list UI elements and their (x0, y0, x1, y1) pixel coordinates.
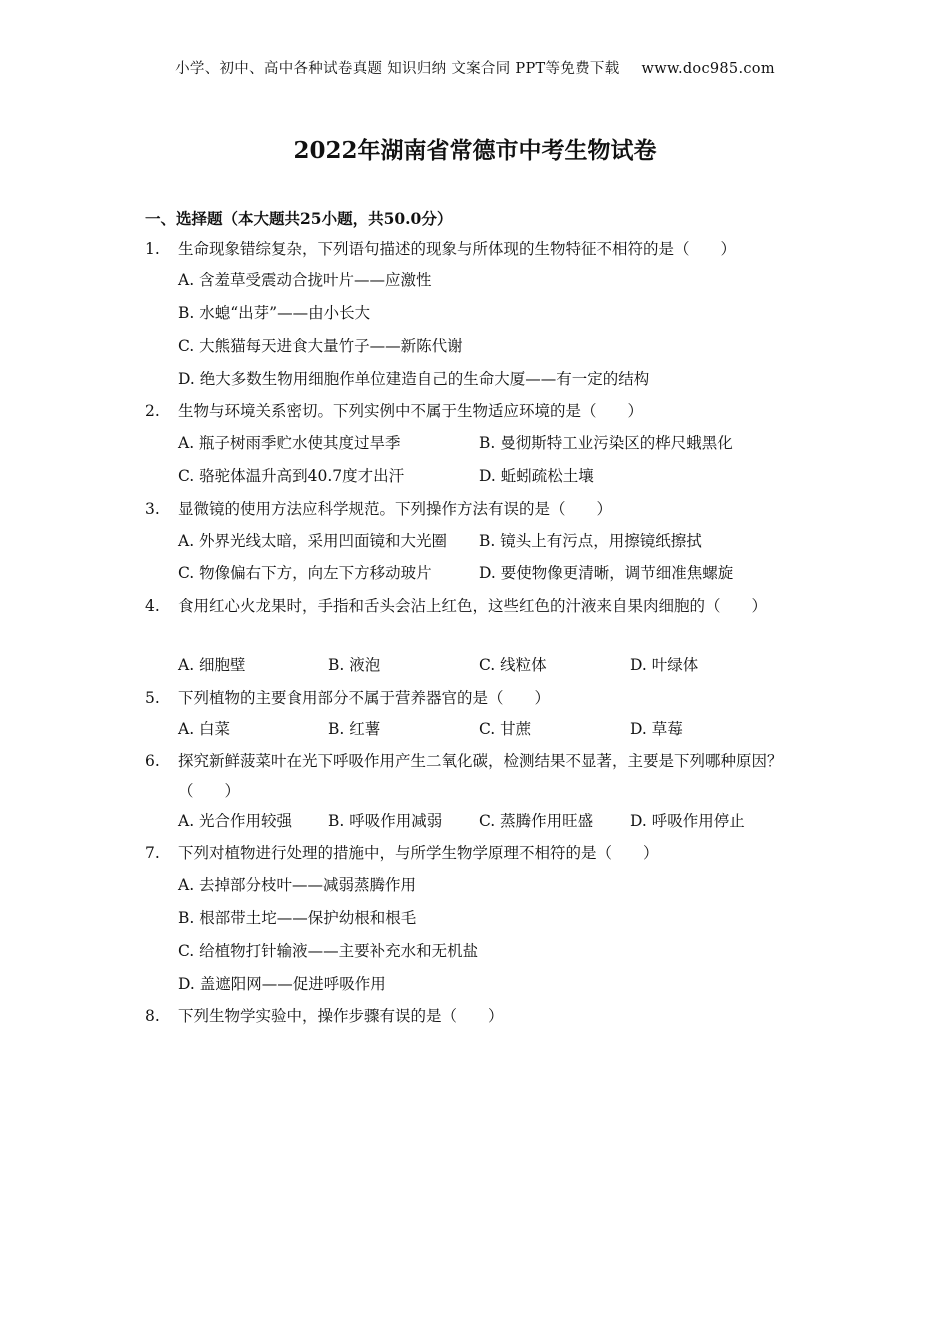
option-b: B. 水螅“出芽”——由小长大 (178, 304, 371, 322)
option-b: B. 呼吸作用减弱 (328, 812, 443, 830)
option-c: C. 线粒体 (479, 656, 547, 674)
option-b: B. 曼彻斯特工业污染区的桦尺蛾黑化 (479, 434, 733, 452)
option-c: C. 蒸腾作用旺盛 (479, 812, 594, 830)
question-number: 6. (145, 752, 160, 770)
page-title: 2022年湖南省常德市中考生物试卷 (293, 137, 657, 164)
option-c: C. 物像偏右下方，向左下方移动玻片 (178, 564, 432, 582)
question-7 (145, 838, 805, 868)
section-heading: 一、选择题（本大题共25小题，共50.0分） (145, 209, 453, 228)
question-number: 2. (145, 402, 160, 420)
option-d: D. 草莓 (630, 720, 683, 738)
option-a: A. 光合作用较强 (178, 812, 293, 830)
question-number: 4. (145, 597, 160, 615)
option-d: D. 盖遮阳网——促进呼吸作用 (178, 975, 386, 993)
question-2 (145, 396, 805, 426)
question-number: 5. (145, 689, 160, 707)
question-number: 8. (145, 1007, 160, 1025)
option-d: D. 绝大多数生物用细胞作单位建造自己的生命大厦——有一定的结构 (178, 370, 650, 388)
option-c: C. 给植物打针输液——主要补充水和无机盐 (178, 942, 479, 960)
question-5 (145, 683, 805, 713)
option-a: A. 白菜 (178, 720, 231, 738)
option-a: A. 外界光线太暗，采用凹面镜和大光圈 (178, 532, 448, 550)
question-stem: 下列植物的主要食用部分不属于营养器官的是（ ） (178, 689, 551, 707)
question-8 (145, 1001, 805, 1031)
question-stem: 食用红心火龙果时，手指和舌头会沾上红色，这些红色的汁液来自果肉细胞的（ ） (178, 597, 768, 615)
option-a: A. 含羞草受震动合拢叶片——应激性 (178, 271, 432, 289)
question-stem: 下列对植物进行处理的措施中，与所学生物学原理不相符的是（ ） (178, 844, 659, 862)
question-number: 3. (145, 500, 160, 518)
question-stem: 探究新鲜菠菜叶在光下呼吸作用产生二氧化碳，检测结果不显著，主要是下列哪种原因？（ ） (178, 752, 783, 800)
question-stem: 下列生物学实验中，操作步骤有误的是（ ） (178, 1007, 504, 1025)
option-a: A. 瓶子树雨季贮水使其度过旱季 (178, 434, 401, 452)
option-c: C. 骆驼体温升高到40.7度才出汗 (178, 467, 405, 485)
question-stem: 生命现象错综复杂，下列语句描述的现象与所体现的生物特征不相符的是（ ） (178, 240, 737, 258)
question-stem: 生物与环境关系密切。下列实例中不属于生物适应环境的是（ ） (178, 402, 644, 420)
option-b: B. 液泡 (328, 656, 381, 674)
question-number: 7. (145, 844, 160, 862)
option-c: C. 甘蔗 (479, 720, 532, 738)
option-d: D. 呼吸作用停止 (630, 812, 745, 830)
page-header (0, 57, 950, 78)
option-d: D. 要使物像更清晰，调节细准焦螺旋 (479, 564, 734, 582)
question-number: 1. (145, 240, 160, 258)
option-b: B. 镜头上有污点，用擦镜纸擦拭 (479, 532, 702, 550)
option-d: D. 蚯蚓疏松土壤 (479, 467, 594, 485)
header-site-link[interactable]: www.doc985.com (641, 61, 775, 77)
option-b: B. 红薯 (328, 720, 381, 738)
option-c: C. 大熊猫每天进食大量竹子——新陈代谢 (178, 337, 463, 355)
question-3 (145, 494, 805, 524)
option-a: A. 去掉部分枝叶——减弱蒸腾作用 (178, 876, 417, 894)
question-1 (145, 234, 805, 264)
option-b: B. 根部带土坨——保护幼根和根毛 (178, 909, 417, 927)
question-6 (145, 746, 805, 806)
question-stem: 显微镜的使用方法应科学规范。下列操作方法有误的是（ ） (178, 500, 613, 518)
option-a: A. 细胞壁 (178, 656, 246, 674)
header-promo-text: 小学、初中、高中各种试卷真题 知识归纳 文案合同 PPT等免费下载 (175, 61, 620, 77)
option-d: D. 叶绿体 (630, 656, 699, 674)
question-4 (145, 591, 805, 621)
